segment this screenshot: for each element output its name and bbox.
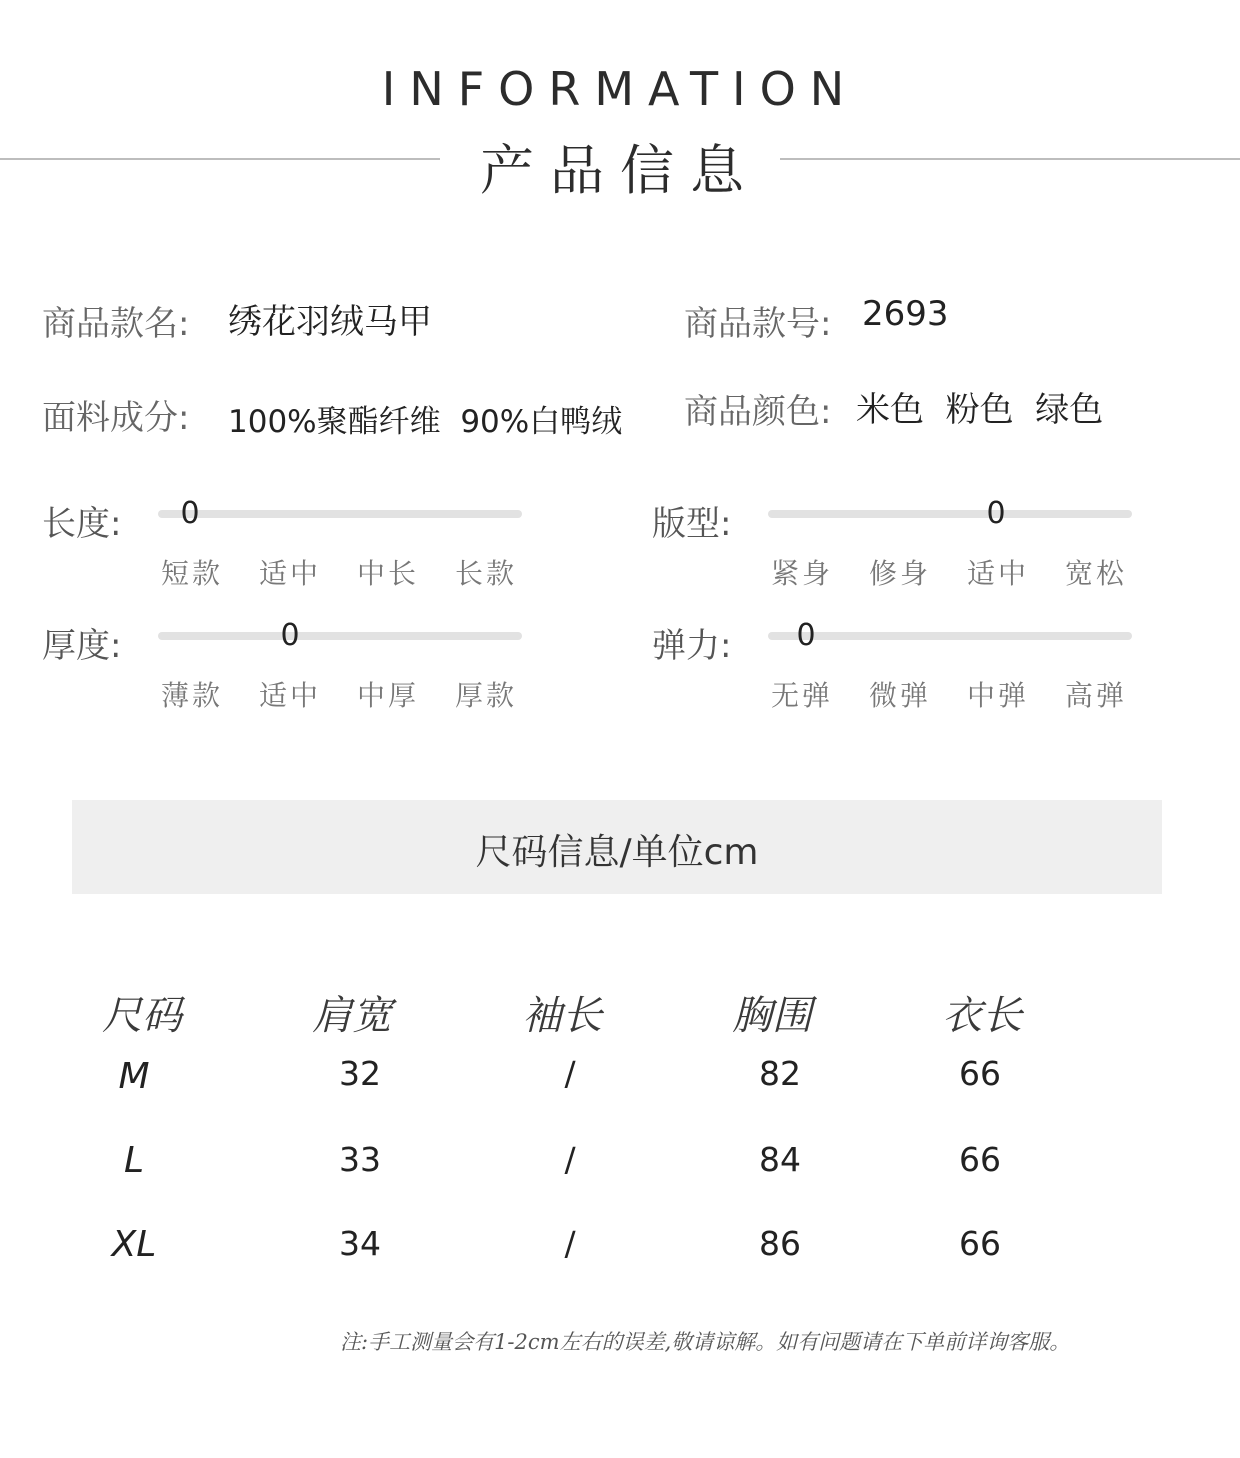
table-cell-shoulder: 34 <box>339 1224 381 1263</box>
elasticity-option: 无弹 <box>770 679 833 712</box>
fit-track <box>768 510 1132 518</box>
thickness-option: 适中 <box>258 679 321 712</box>
length-option: 短款 <box>160 557 223 590</box>
color-label: 商品颜色: <box>684 392 832 432</box>
fit-option: 适中 <box>966 557 1029 590</box>
length-marker: 0 <box>180 496 200 531</box>
table-cell-chest: 82 <box>759 1054 801 1093</box>
table-header-chest: 胸围 <box>732 993 812 1039</box>
table-cell-shoulder: 33 <box>339 1140 381 1179</box>
elasticity-marker: 0 <box>796 618 816 653</box>
table-cell-length: 66 <box>959 1224 1001 1263</box>
thickness-option: 中厚 <box>356 679 419 712</box>
thickness-track <box>158 632 522 640</box>
table-cell-sleeve: / <box>564 1224 576 1263</box>
thickness-label: 厚度: <box>42 626 122 666</box>
table-cell-size: M <box>118 1056 150 1097</box>
elasticity-track <box>768 632 1132 640</box>
length-track <box>158 510 522 518</box>
table-cell-shoulder: 32 <box>339 1054 381 1093</box>
thickness-option: 厚款 <box>454 679 517 712</box>
fabric-value: 100%聚酯纤维 90%白鸭绒 <box>228 404 623 440</box>
thickness-option: 薄款 <box>160 679 223 712</box>
elasticity-option: 高弹 <box>1064 679 1127 712</box>
fit-option: 紧身 <box>770 557 833 590</box>
table-cell-length: 66 <box>959 1054 1001 1093</box>
english-title: INFORMATION <box>381 62 859 116</box>
chinese-title: 产品信息 <box>480 139 760 202</box>
fit-label: 版型: <box>652 504 732 544</box>
length-option: 中长 <box>356 557 419 590</box>
color-value: 米色 粉色 绿色 <box>856 390 1104 430</box>
elasticity-option: 微弹 <box>868 679 931 712</box>
product-code-value: 2693 <box>862 294 949 334</box>
length-option: 适中 <box>258 557 321 590</box>
table-cell-sleeve: / <box>564 1054 576 1093</box>
table-cell-sleeve: / <box>564 1140 576 1179</box>
table-header-length: 衣长 <box>942 993 1022 1039</box>
elasticity-option: 中弹 <box>966 679 1029 712</box>
table-cell-size: XL <box>111 1224 157 1265</box>
table-cell-length: 66 <box>959 1140 1001 1179</box>
fit-option: 修身 <box>868 557 931 590</box>
product-code-label: 商品款号: <box>684 304 832 344</box>
table-header-shoulder: 肩宽 <box>312 993 392 1039</box>
size-section-title: 尺码信息/单位cm <box>475 832 759 873</box>
table-header-size: 尺码 <box>102 993 182 1039</box>
product-name-value: 绣花羽绒马甲 <box>228 302 432 342</box>
fit-marker: 0 <box>986 496 1006 531</box>
fit-option: 宽松 <box>1064 557 1127 590</box>
product-name-label: 商品款名: <box>42 304 190 344</box>
elasticity-label: 弹力: <box>652 626 732 666</box>
table-header-sleeve: 袖长 <box>522 993 602 1039</box>
length-option: 长款 <box>454 557 517 590</box>
fabric-label: 面料成分: <box>42 398 190 438</box>
table-cell-chest: 84 <box>759 1140 801 1179</box>
thickness-marker: 0 <box>280 618 300 653</box>
measurement-note: 注:手工测量会有1-2cm左右的误差,敬请谅解。如有问题请在下单前详询客服。 <box>340 1330 1071 1354</box>
table-cell-size: L <box>123 1140 145 1181</box>
length-label: 长度: <box>42 504 122 544</box>
table-cell-chest: 86 <box>759 1224 801 1263</box>
